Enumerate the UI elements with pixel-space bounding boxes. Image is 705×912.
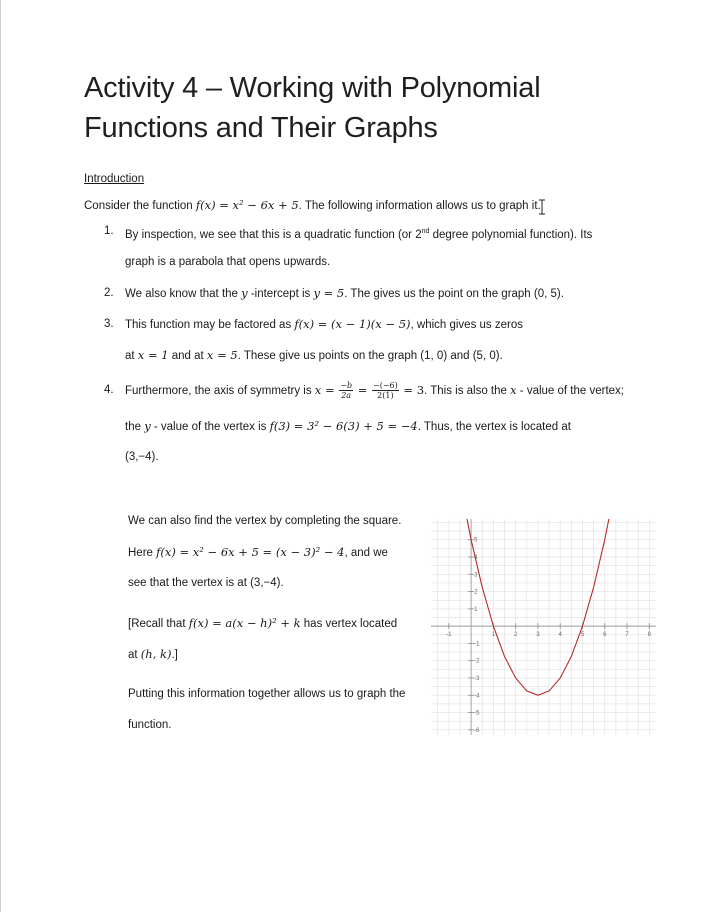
item-3-number: 3. bbox=[104, 318, 114, 330]
item-3-eq: f(x) = (x − 1)(x − 5) bbox=[294, 317, 411, 331]
graph-background bbox=[431, 519, 656, 735]
fraction-neg-b-over-2a bbox=[339, 381, 353, 400]
x-tick-label: 7 bbox=[625, 632, 629, 639]
side-p5-pre: at bbox=[128, 649, 141, 661]
item-3-line-2 bbox=[125, 348, 503, 364]
x-tick-label: 6 bbox=[603, 632, 607, 639]
item-4-l2-var: y bbox=[144, 419, 151, 433]
side-p2 bbox=[128, 545, 388, 561]
item-4-post2: - value of the vertex; bbox=[516, 385, 624, 397]
frac1-den: 2a bbox=[341, 391, 352, 401]
item-4-line-3: (3,−4). bbox=[125, 451, 159, 463]
item-2-number: 2. bbox=[104, 287, 114, 299]
x-tick-label: -1 bbox=[446, 632, 452, 639]
item-4-var: x bbox=[510, 383, 517, 397]
item-4-pre: Furthermore, the axis of symmetry is bbox=[125, 385, 315, 397]
page-title bbox=[84, 68, 644, 148]
item-3-post: , which gives us zeros bbox=[410, 319, 523, 331]
side-p2-eq: f(x) = x² − 6x + 5 = (x − 3)² − 4 bbox=[156, 545, 345, 559]
frac2-num: −(−6) bbox=[373, 381, 398, 391]
item-2-text bbox=[125, 286, 564, 302]
intro-post: . The following information allows us to graph it. bbox=[298, 200, 541, 212]
item-3-line-1 bbox=[125, 317, 523, 333]
item-4-l2-mid: - value of the vertex is bbox=[150, 421, 270, 433]
title-line-2: Functions and Their Graphs bbox=[84, 112, 438, 144]
y-tick-label: -1 bbox=[474, 641, 480, 648]
item-4-post: . This is also the bbox=[424, 385, 511, 397]
item-4-eq-lhs: x = bbox=[314, 383, 339, 397]
item-4-eq-rhs: = 3 bbox=[399, 383, 425, 397]
item-3-pre: This function may be factored as bbox=[125, 319, 295, 331]
item-1-line-1 bbox=[125, 224, 592, 243]
item-2-var: y bbox=[241, 286, 248, 300]
item-3-eq3: x = 5 bbox=[206, 348, 238, 362]
item-4-l2-pre: the bbox=[125, 421, 145, 433]
item-1-line-1-text: By inspection, we see that this is a quadratic function (or 2nd degree polynomial function). Its bbox=[125, 228, 593, 241]
frac1-num: −b bbox=[340, 381, 353, 391]
item-2-pre: We also know that the bbox=[125, 288, 242, 300]
y-tick-label: -4 bbox=[474, 693, 480, 700]
side-p3: see that the vertex is at (3,−4). bbox=[128, 577, 284, 589]
item-2-mid: -intercept is bbox=[247, 288, 314, 300]
y-tick-label: -5 bbox=[474, 710, 480, 717]
side-p4-eq: f(x) = a(x − h)² + k bbox=[188, 616, 301, 630]
title-line-1: Activity 4 – Working with Polynomial bbox=[84, 72, 541, 104]
text-cursor-icon bbox=[537, 199, 547, 215]
intro-heading: Introduction bbox=[84, 173, 145, 185]
item-4-l2-eq: f(3) = 3² − 6(3) + 5 = −4 bbox=[269, 419, 418, 433]
item-1-line-2: graph is a parabola that opens upwards. bbox=[125, 256, 331, 268]
side-p4-post: has vertex located bbox=[300, 618, 398, 630]
item-2-eq: y = 5 bbox=[313, 286, 345, 300]
item-4-line-1 bbox=[125, 376, 624, 406]
item-4-line-2 bbox=[125, 419, 571, 435]
item-1-number: 1. bbox=[104, 225, 114, 237]
item-4-number: 4. bbox=[104, 384, 114, 396]
item-3-l2-pre: at bbox=[125, 350, 138, 362]
item-4-l2-post: . Thus, the vertex is located at bbox=[417, 421, 571, 433]
parabola-graph bbox=[431, 519, 656, 735]
item-3-eq2: x = 1 bbox=[137, 348, 169, 362]
intro-pre: Consider the function bbox=[84, 200, 196, 212]
x-tick-label: 8 bbox=[647, 632, 651, 639]
intro-function: f(x) = x² − 6x + 5 bbox=[195, 198, 299, 212]
y-tick-label: 4 bbox=[474, 555, 478, 562]
frac2-den: 2(1) bbox=[377, 391, 394, 401]
side-p7: function. bbox=[128, 719, 172, 731]
y-tick-label: 5 bbox=[474, 537, 478, 544]
x-tick-label: 1 bbox=[491, 632, 496, 639]
y-tick-label: 3 bbox=[474, 572, 478, 579]
side-p2-post: , and we bbox=[344, 547, 388, 559]
item-3-l2-mid: and at bbox=[168, 350, 207, 362]
side-p5 bbox=[128, 647, 178, 663]
y-tick-label: -2 bbox=[474, 658, 480, 665]
side-p2-pre: Here bbox=[128, 547, 157, 559]
x-tick-label: 3 bbox=[536, 632, 540, 639]
side-p5-eq: (h, k) bbox=[140, 647, 172, 661]
side-p5-post: .] bbox=[171, 649, 178, 661]
x-tick-label: 5 bbox=[580, 632, 585, 639]
fraction-value bbox=[372, 381, 399, 400]
ordinal-suffix: nd bbox=[421, 228, 430, 235]
side-p1: We can also find the vertex by completing the square. bbox=[128, 515, 402, 527]
side-p4-pre: [Recall that bbox=[128, 618, 189, 630]
item-4-eq-mid: = bbox=[354, 383, 372, 397]
y-tick-label: -3 bbox=[474, 675, 480, 682]
side-p4 bbox=[128, 616, 397, 632]
y-tick-label: 2 bbox=[474, 589, 478, 596]
side-p6: Putting this information together allows us to graph the bbox=[128, 688, 406, 700]
page-edge bbox=[0, 0, 1, 912]
y-tick-label: 1 bbox=[474, 606, 478, 613]
x-tick-label: 4 bbox=[558, 632, 562, 639]
item-2-post: . The gives us the point on the graph (0, 5). bbox=[344, 288, 564, 300]
item-3-l2-post: . These give us points on the graph (1, 0) and (5, 0). bbox=[237, 350, 503, 362]
y-tick-label: -6 bbox=[474, 727, 480, 734]
intro-paragraph bbox=[84, 198, 541, 214]
x-tick-label: 2 bbox=[513, 632, 518, 639]
